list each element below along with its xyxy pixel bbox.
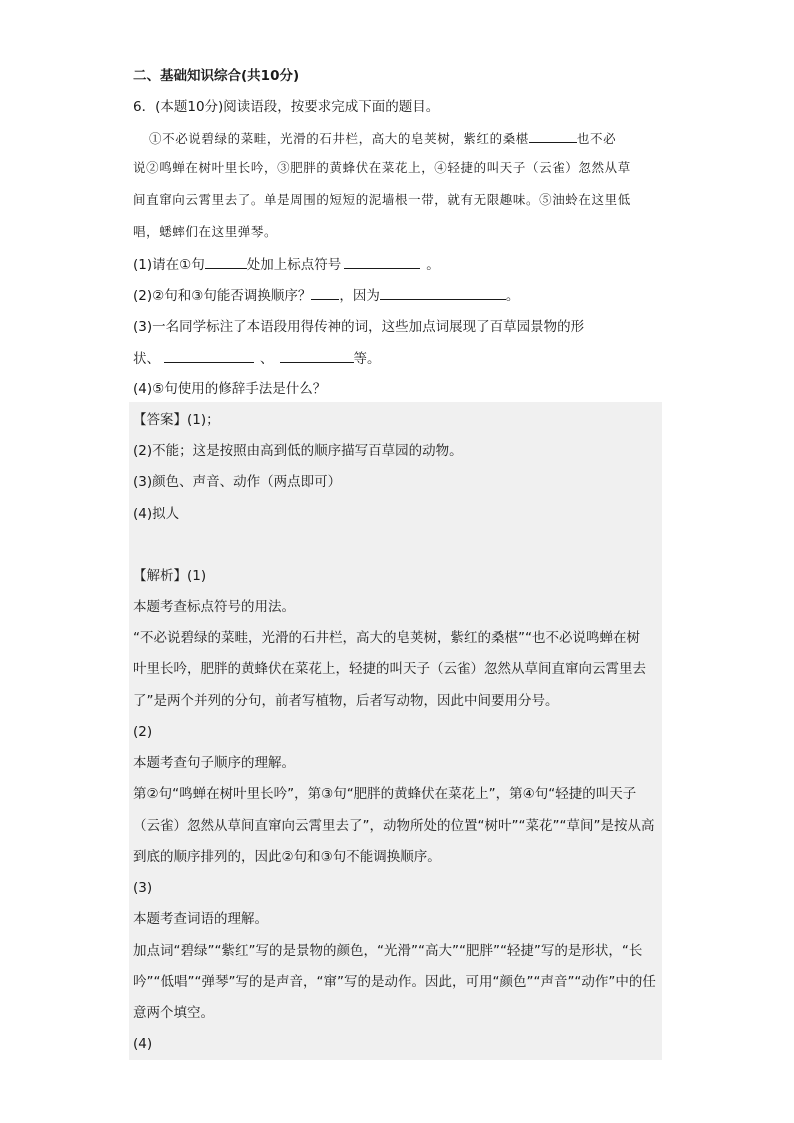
answer-blank [380,285,506,300]
section-title: 二、基础知识综合(共10分) [133,68,300,84]
analysis-text: 本题考查句子顺序的理解。 [133,755,295,771]
subquestion-text: 等。 [353,351,381,367]
answer-blank [344,254,420,269]
answer-blank [164,348,254,363]
analysis-text: 了”是两个并列的分句，前者写植物，后者写动物，因此中间要用分号。 [133,693,559,709]
passage-text: ①不必说碧绿的菜畦，光滑的石井栏，高大的皂荚树，紫红的桑椹 [149,131,529,146]
analysis-text: 加点词“碧绿”“紫红”写的是景物的颜色，“光滑”“高大”“肥胖”“轻捷”写的是形状，“长 [133,943,643,959]
analysis-text: 本题考查标点符号的用法。 [133,599,295,615]
analysis-heading: 【解析】(1) [133,568,207,584]
answer-blank [205,254,247,269]
answer-blank [280,348,354,363]
subquestion-text: 、 [260,351,274,367]
question-intro: 6．(本题10分)阅读语段，按要求完成下面的题目。 [133,99,440,115]
subquestion-text: 。 [426,257,440,273]
subquestion-4: (4)⑤句使用的修辞手法是什么？ [133,381,327,397]
analysis-text: 第②句“鸣蝉在树叶里长吟”，第③句“肥胖的黄蜂伏在菜花上”，第④句“轻捷的叫天子 [133,786,637,802]
answer-2: (2)不能；这是按照由高到低的顺序描写百草园的动物。 [133,443,463,459]
analysis-number: (2) [133,724,153,740]
subquestion-text: (1)请在①句 [133,257,205,273]
analysis-text: 到底的顺序排列的，因此②句和③句不能调换顺序。 [133,849,441,865]
passage-text: 也不必 [576,131,617,146]
passage-line-1 [149,128,616,149]
analysis-text: 意两个填空。 [133,1005,214,1021]
subquestion-text: (2)②句和③句能否调换顺序？ [133,288,312,304]
subquestion-2 [133,285,519,306]
subquestion-3: (3)一名同学标注了本语段用得传神的词，这些加点词展现了百草园景物的形 [133,319,585,335]
subquestion-text: 。 [505,288,520,304]
analysis-number: (4) [133,1036,153,1052]
passage-blank [529,128,577,143]
passage-line-4: 唱，蟋蟀们在这里弹琴。 [133,224,278,239]
subquestion-text: 状、 [133,351,160,367]
analysis-text: 叶里长吟，肥胖的黄蜂伏在菜花上，轻捷的叫天子（云雀）忽然从草间直窜向云霄里去 [133,661,646,677]
subquestion-3-cont [133,348,381,369]
passage-line-2: 说②鸣蝉在树叶里长吟，③肥胖的黄蜂伏在菜花上，④轻捷的叫天子（云雀）忽然从草 [133,160,631,175]
answer-blank [311,285,339,300]
analysis-text: 吟”“低唱”“弹琴”写的是声音，“窜”写的是动作。因此，可用“颜色”“声音”“动作”中的任 [133,974,656,990]
answer-4: (4)拟人 [133,506,180,522]
answer-3: (3)颜色、声音、动作（两点即可） [133,474,342,490]
analysis-text: “不必说碧绿的菜畦，光滑的石井栏，高大的皂荚树，紫红的桑椹”“也不必说鸣蝉在树 [133,630,640,646]
subquestion-text: 处加上标点符号 [246,257,342,273]
analysis-text: （云雀）忽然从草间直窜向云霄里去了”，动物所处的位置“树叶”“菜花”“草间”是按从高 [133,818,655,834]
analysis-number: (3) [133,880,153,896]
subquestion-1 [133,254,440,275]
answer-1: 【答案】(1)； [133,412,220,428]
passage-line-3: 间直窜向云霄里去了。单是周围的短短的泥墙根一带，就有无限趣味。⑤油蛉在这里低 [133,192,631,207]
subquestion-text: ，因为 [339,288,380,304]
analysis-text: 本题考查词语的理解。 [133,911,268,927]
